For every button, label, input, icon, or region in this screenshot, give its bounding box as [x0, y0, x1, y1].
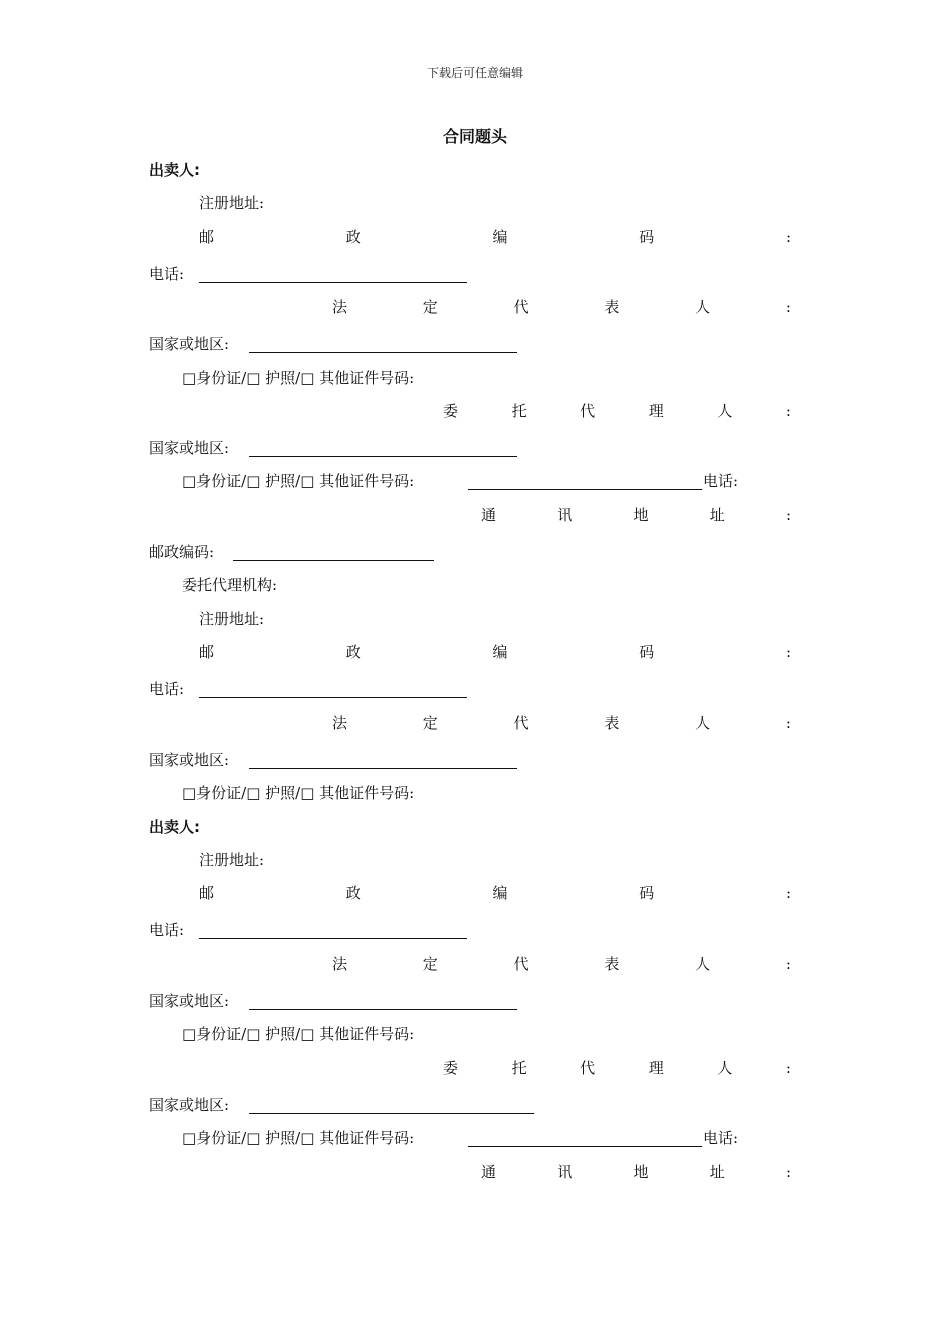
label-char: :: [785, 884, 791, 902]
label-char: 讯: [557, 506, 573, 524]
agent-row: [0, 399, 950, 423]
org-legal-rep-row: [0, 711, 950, 735]
label-char: :: [785, 1163, 791, 1181]
document-title: 合同题头: [442, 127, 507, 146]
id-number-blank[interactable]: [468, 489, 702, 490]
label-char: 代: [513, 955, 529, 973]
label-char: 码: [639, 228, 655, 246]
label-char: 邮: [199, 643, 215, 661]
country-label: 国家或地区:: [149, 335, 230, 353]
reg-address-label: 注册地址:: [199, 194, 265, 212]
agent-id-row: [0, 469, 950, 493]
org-country-row: [0, 748, 950, 772]
country-label: 国家或地区:: [149, 1096, 230, 1114]
label-char: :: [785, 643, 791, 661]
agent-row: [0, 1056, 950, 1080]
id-number-blank[interactable]: [468, 1146, 702, 1147]
label-char: 法: [332, 955, 348, 973]
id-type-label: □身份证/□ 护照/□ 其他证件号码:: [182, 1129, 415, 1147]
phone-blank[interactable]: [199, 938, 467, 939]
label-char: 定: [422, 298, 438, 316]
agent-country-row: [0, 436, 950, 460]
country-label: 国家或地区:: [149, 992, 230, 1010]
label-char: 定: [422, 955, 438, 973]
id-type-label: □身份证/□ 护照/□ 其他证件号码:: [182, 369, 415, 387]
label-char: 址: [709, 506, 725, 524]
agent-org-label: 委托代理机构:: [182, 576, 278, 594]
label-char: :: [785, 298, 791, 316]
label-char: 委: [443, 402, 459, 420]
postal-code-label: [199, 225, 791, 249]
label-char: 法: [332, 714, 348, 732]
seller-row: [0, 158, 950, 182]
label-char: 人: [695, 298, 711, 316]
label-char: 人: [717, 402, 733, 420]
label-char: 理: [648, 402, 664, 420]
label-char: 邮: [199, 884, 215, 902]
label-char: 政: [345, 643, 361, 661]
label-char: 通: [481, 1163, 497, 1181]
org-id-type-row: [0, 781, 950, 805]
postal-code-field-row: [0, 540, 950, 564]
label-char: 表: [604, 955, 620, 973]
id-type-label: □身份证/□ 护照/□ 其他证件号码:: [182, 1025, 415, 1043]
label-char: 人: [695, 714, 711, 732]
id-type-row: [0, 366, 950, 390]
label-char: 政: [345, 228, 361, 246]
label-char: :: [785, 506, 791, 524]
agent-org-row: [0, 573, 950, 597]
country-blank[interactable]: [249, 1009, 517, 1010]
label-char: 地: [633, 1163, 649, 1181]
label-char: 定: [422, 714, 438, 732]
label-char: 码: [639, 884, 655, 902]
postal-code-label: [199, 640, 791, 664]
page-header: 下载后可任意编辑: [426, 66, 523, 80]
label-char: 编: [492, 228, 508, 246]
org-phone-row: [0, 677, 950, 701]
label-char: 委: [443, 1059, 459, 1077]
phone-label: 电话:: [149, 921, 185, 939]
label-char: :: [785, 955, 791, 973]
label-char: 地: [633, 506, 649, 524]
seller-row: [0, 815, 950, 839]
seller-label: 出卖人:: [149, 818, 200, 836]
reg-address-row: [0, 848, 950, 872]
label-char: 邮: [199, 228, 215, 246]
legal-rep-label: [332, 711, 791, 735]
agent-label: [443, 1056, 791, 1080]
legal-rep-row: [0, 952, 950, 976]
agent-country-row: [0, 1093, 950, 1117]
label-char: 理: [648, 1059, 664, 1077]
label-char: 编: [492, 884, 508, 902]
country-blank[interactable]: [249, 352, 517, 353]
phone-label: 电话:: [703, 472, 739, 490]
phone-row: [0, 918, 950, 942]
label-char: 人: [717, 1059, 733, 1077]
label-char: 表: [604, 298, 620, 316]
agent-id-row: [0, 1126, 950, 1150]
phone-label: 电话:: [703, 1129, 739, 1147]
label-char: :: [785, 1059, 791, 1077]
contact-address-label: [481, 503, 791, 527]
label-char: 代: [580, 1059, 596, 1077]
label-char: :: [785, 402, 791, 420]
country-row: [0, 989, 950, 1013]
postal-code-row: [0, 881, 950, 905]
label-char: :: [785, 228, 791, 246]
legal-rep-label: [332, 952, 791, 976]
phone-row: [0, 262, 950, 286]
label-char: 编: [492, 643, 508, 661]
label-char: 法: [332, 298, 348, 316]
phone-blank[interactable]: [199, 282, 467, 283]
legal-rep-label: [332, 295, 791, 319]
label-char: 通: [481, 506, 497, 524]
postal-code-label: [199, 881, 791, 905]
reg-address-row: [0, 191, 950, 215]
postal-code-row: [0, 225, 950, 249]
legal-rep-row: [0, 295, 950, 319]
seller-label: 出卖人:: [149, 161, 200, 179]
id-type-row: [0, 1022, 950, 1046]
contact-address-row: [0, 503, 950, 527]
country-blank[interactable]: [249, 1113, 534, 1114]
label-char: 托: [511, 1059, 527, 1077]
country-blank[interactable]: [249, 768, 517, 769]
postal-code-field-label: 邮政编码:: [149, 543, 215, 561]
org-reg-address-row: [0, 607, 950, 631]
reg-address-label: 注册地址:: [199, 610, 265, 628]
phone-label: 电话:: [149, 680, 185, 698]
label-char: 人: [695, 955, 711, 973]
contact-address-label: [481, 1160, 791, 1184]
country-blank[interactable]: [249, 456, 517, 457]
org-postal-code-row: [0, 640, 950, 664]
reg-address-label: 注册地址:: [199, 851, 265, 869]
label-char: 表: [604, 714, 620, 732]
id-type-label: □身份证/□ 护照/□ 其他证件号码:: [182, 472, 415, 490]
label-char: 码: [639, 643, 655, 661]
label-char: 代: [580, 402, 596, 420]
country-row: [0, 332, 950, 356]
label-char: 址: [709, 1163, 725, 1181]
postal-code-blank[interactable]: [233, 560, 434, 561]
label-char: 托: [511, 402, 527, 420]
phone-blank[interactable]: [199, 697, 467, 698]
label-char: 代: [513, 714, 529, 732]
label-char: 讯: [557, 1163, 573, 1181]
label-char: 代: [513, 298, 529, 316]
contact-address-row: [0, 1160, 950, 1184]
phone-label: 电话:: [149, 265, 185, 283]
label-char: 政: [345, 884, 361, 902]
id-type-label: □身份证/□ 护照/□ 其他证件号码:: [182, 784, 415, 802]
country-label: 国家或地区:: [149, 751, 230, 769]
agent-label: [443, 399, 791, 423]
label-char: :: [785, 714, 791, 732]
country-label: 国家或地区:: [149, 439, 230, 457]
